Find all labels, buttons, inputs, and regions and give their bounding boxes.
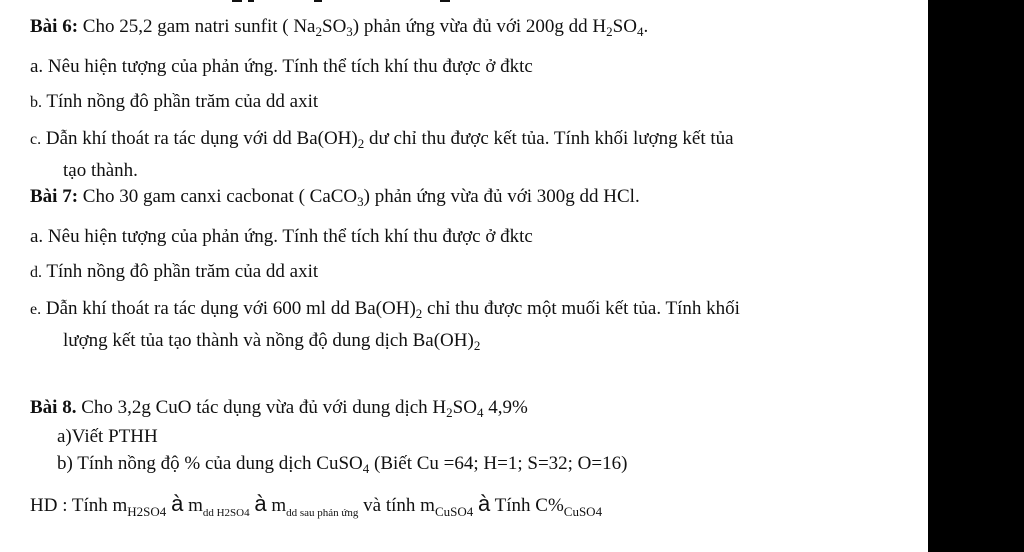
bai7-item-a: a. Nêu hiện tượng của phản ứng. Tính thể tích khí thu được ở đktc [30, 226, 533, 247]
bai8-text: Cho 3,2g CuO tác dụng vừa đủ với dung dịch H [76, 397, 447, 418]
bai6-item-a: a. Nêu hiện tượng của phản ứng. Tính thể tích khí thu được ở đktc [30, 56, 533, 77]
bai6-item-c-text: Dẫn khí thoát ra tác dụng với dd Ba(OH) [41, 128, 358, 149]
hint-text: Tính C% [490, 495, 564, 516]
bai6-text: SO [322, 16, 347, 37]
bai7-text: ) phản ứng vừa đủ với 300g dd HCl. [363, 186, 640, 207]
hint-line [30, 492, 602, 518]
cropped-text-fragment [440, 0, 450, 2]
hint-text: m [183, 495, 203, 516]
bai6-text: ) phản ứng vừa đủ với 200g dd H [352, 16, 607, 37]
list-marker: c. [30, 131, 42, 148]
list-marker: e. [30, 301, 42, 318]
hint-text: m [266, 495, 287, 516]
bai8-title: Bài 8. [30, 397, 77, 418]
bai6-heading-line [30, 15, 648, 39]
hint-text: HD : Tính m [30, 495, 128, 516]
subscript: 2 [415, 306, 423, 321]
bai6-text: . [643, 16, 649, 37]
bai6-item-b [30, 90, 318, 115]
bai6-item-c-text: dư chỉ thu được kết tủa. Tính khối lượng kết tủa [364, 128, 734, 149]
bai7-item-d [30, 260, 318, 285]
subscript: 2 [315, 24, 322, 39]
bai7-heading-line [30, 185, 640, 209]
subscript: 3 [357, 194, 364, 209]
bai6-title: Bài 6: [30, 16, 79, 37]
bai7-item-e [30, 297, 740, 322]
bai6-item-c [30, 127, 734, 152]
list-marker: d. [30, 264, 42, 281]
subscript: 4 [476, 405, 484, 420]
cropped-text-fragment [232, 0, 242, 2]
bai8-item-b-text: (Biết Cu =64; H=1; S=32; O=16) [369, 453, 628, 474]
subscript: 2 [357, 136, 365, 151]
bai7-title: Bài 7: [30, 186, 79, 207]
hint-text: và tính m [358, 495, 435, 516]
subscript: CuSO4 [563, 504, 603, 519]
subscript: 3 [346, 24, 353, 39]
subscript: CuSO4 [434, 504, 474, 519]
arrow-icon: à [254, 491, 267, 516]
bai7-item-d-text: Tính nồng đô phần trăm của dd axit [42, 261, 319, 282]
bai6-text: SO [612, 16, 637, 37]
subscript: 4 [362, 461, 370, 476]
bai7-item-e-continuation [63, 329, 480, 353]
bai6-item-b-text: Tính nồng đô phần trăm của dd axit [42, 91, 319, 112]
bai8-item-a: a)Viết PTHH [57, 426, 158, 447]
bai8-text: SO [452, 397, 477, 418]
bai7-item-e-text: chỉ thu được một muối kết tủa. Tính khối [422, 298, 740, 319]
bai8-item-b [57, 452, 627, 476]
bai8-text: 4,9% [483, 397, 528, 418]
subscript: 2 [606, 24, 613, 39]
bai7-item-e-text: Dẫn khí thoát ra tác dụng với 600 ml dd Ba(OH) [41, 298, 416, 319]
list-marker: b. [30, 94, 42, 111]
cropped-text-fragment [314, 0, 322, 2]
subscript: 2 [446, 405, 453, 420]
arrow-icon: à [171, 491, 184, 516]
subscript: H2SO4 [127, 504, 167, 519]
bai6-item-c-continuation: tạo thành. [63, 160, 138, 181]
subscript: 4 [636, 24, 644, 39]
bai8-heading-line [30, 396, 528, 420]
subscript: 2 [473, 338, 481, 353]
bai8-item-b-text: b) Tính nồng độ % của dung dịch CuSO [57, 453, 363, 474]
bai7-item-e-text: lượng kết tủa tạo thành và nồng độ dung dịch Ba(OH) [63, 330, 474, 351]
bai7-text: Cho 30 gam canxi cacbonat ( CaCO [78, 186, 358, 207]
arrow-icon: à [477, 491, 491, 516]
bai6-text: Cho 25,2 gam natri sunfit ( Na [78, 16, 316, 37]
subscript: dd sau phản ứng [286, 507, 359, 519]
cropped-text-fragment [248, 0, 254, 2]
subscript: dd H2SO4 [202, 507, 250, 519]
